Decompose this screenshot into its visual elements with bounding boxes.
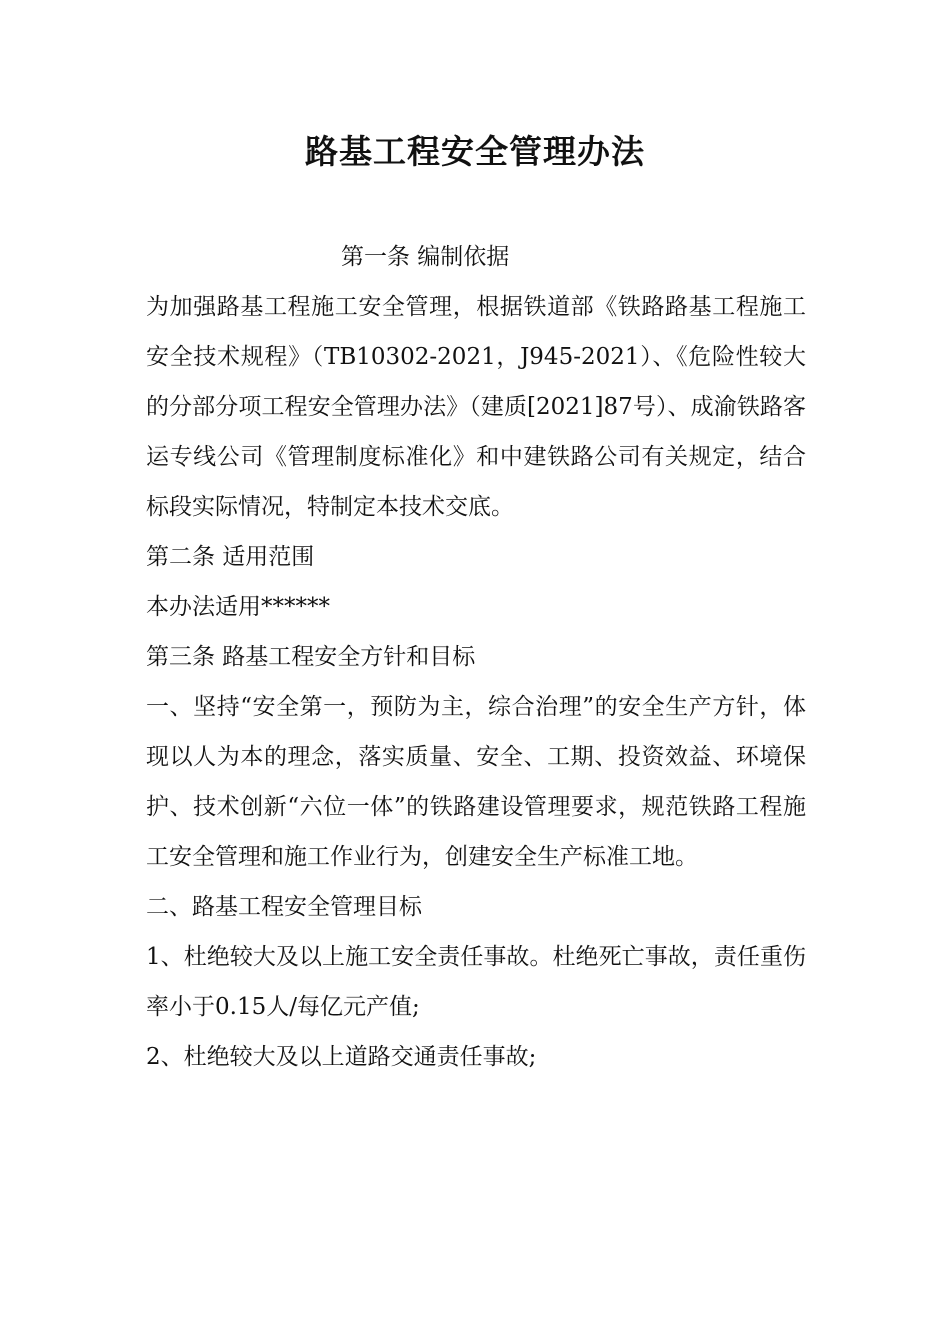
article-3-heading: 第三条 路基工程安全方针和目标 xyxy=(146,644,476,670)
article-1-paragraph: 为加强路基工程施工安全管理，根据铁道部《铁路路基工程施工安全技术规程》（TB10302-2021，J945-2021）、《危险性较大的分部分项工程安全管理办法》（建质[2021]87号）、成渝铁路客运专线公司《管理制度标准化》和中建铁路公司有关规定，结合标段实际情况，特制定本技术交底。 xyxy=(146,294,806,520)
article-1-heading: 第一条 编制依据 xyxy=(341,244,510,270)
document-body xyxy=(146,232,806,1082)
article-2-heading: 第二条 适用范围 xyxy=(146,544,315,570)
document-title: 路基工程安全管理办法 xyxy=(305,132,645,171)
article-2-paragraph: 本办法适用****** xyxy=(146,594,330,620)
article-3-item-1: 一、坚持“安全第一，预防为主，综合治理”的安全生产方针，体现以人为本的理念，落实质量、安全、工期、投资效益、环境保护、技术创新“六位一体”的铁路建设管理要求，规范铁路工程施工安全管理和施工作业行为，创建安全生产标准工地。 xyxy=(146,694,806,870)
target-item-1: 1、杜绝较大及以上施工安全责任事故。杜绝死亡事故，责任重伤率小于0.15人/每亿元产值; xyxy=(146,944,806,1020)
target-item-2: 2、杜绝较大及以上道路交通责任事故; xyxy=(146,1044,537,1070)
article-3-item-2-heading: 二、路基工程安全管理目标 xyxy=(146,894,422,920)
